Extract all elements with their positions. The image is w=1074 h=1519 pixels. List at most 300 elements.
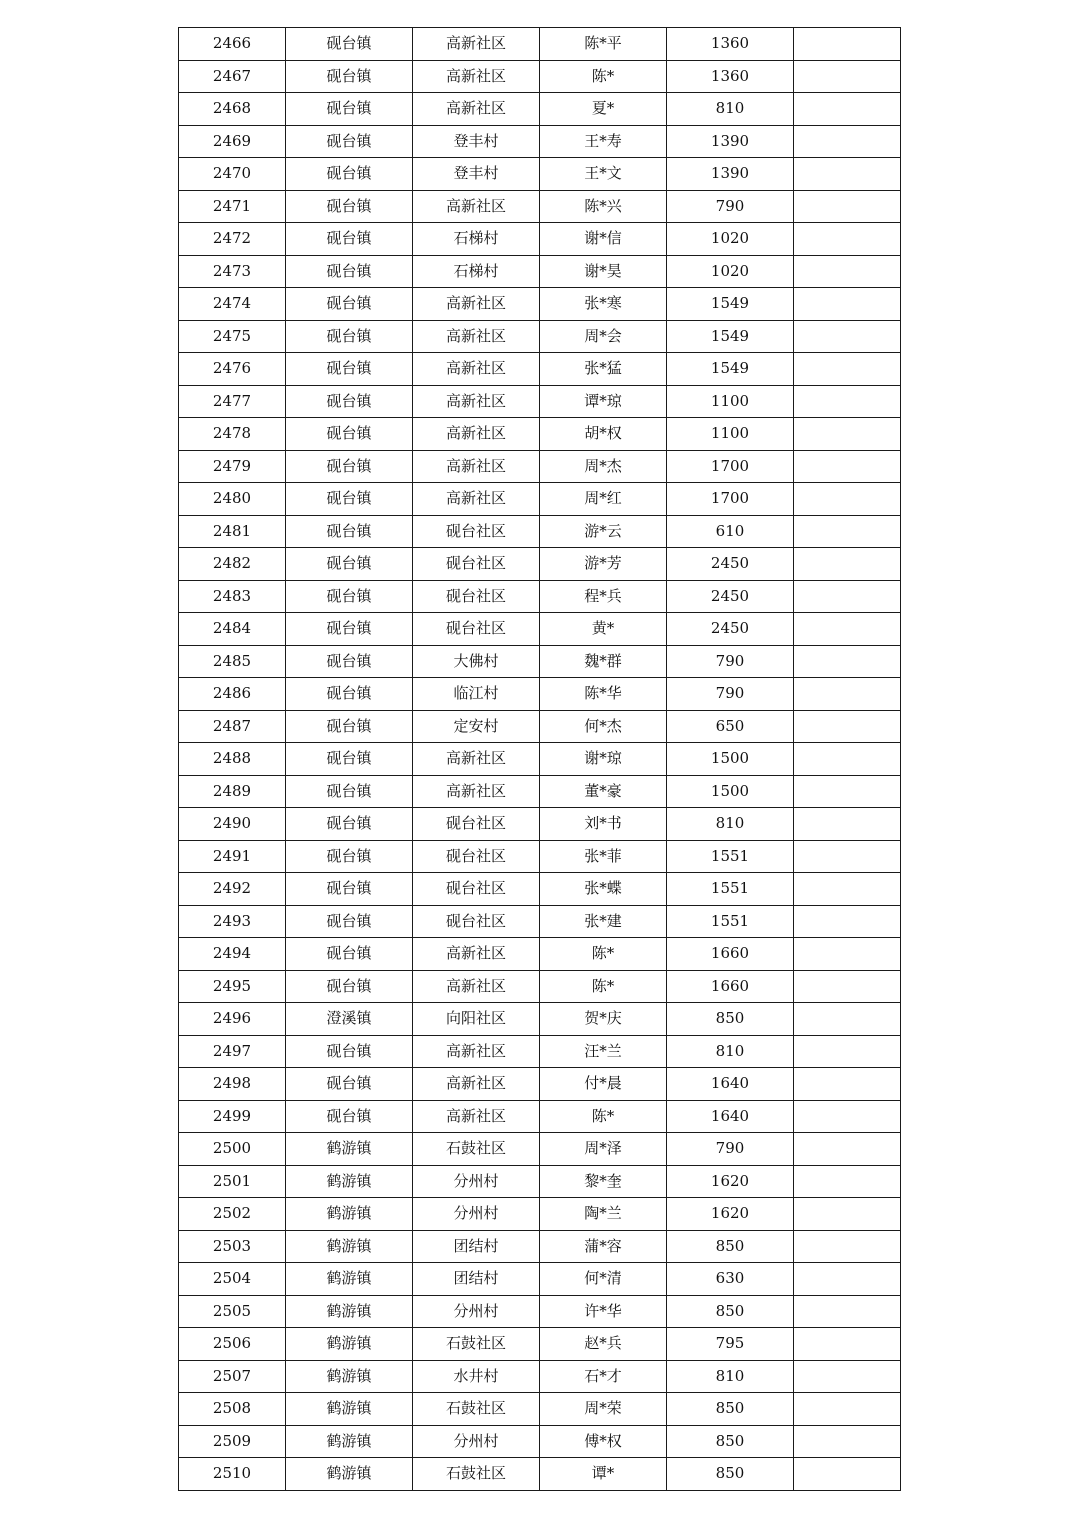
cell-township: 砚台镇 bbox=[286, 873, 413, 906]
cell-township: 鹤游镇 bbox=[286, 1295, 413, 1328]
table-row bbox=[179, 1425, 901, 1458]
cell-amount: 1700 bbox=[667, 450, 794, 483]
cell-name: 陈*平 bbox=[540, 28, 667, 61]
cell-name: 周*泽 bbox=[540, 1133, 667, 1166]
cell-name: 谢*信 bbox=[540, 223, 667, 256]
cell-serial-number: 2487 bbox=[179, 710, 286, 743]
cell-township: 鹤游镇 bbox=[286, 1230, 413, 1263]
cell-serial-number: 2510 bbox=[179, 1458, 286, 1491]
cell-amount: 1551 bbox=[667, 840, 794, 873]
cell-serial-number: 2486 bbox=[179, 678, 286, 711]
cell-serial-number: 2484 bbox=[179, 613, 286, 646]
cell-village: 大佛村 bbox=[413, 645, 540, 678]
cell-remark bbox=[794, 93, 901, 126]
cell-village: 分州村 bbox=[413, 1198, 540, 1231]
cell-village: 石鼓社区 bbox=[413, 1133, 540, 1166]
cell-village: 高新社区 bbox=[413, 320, 540, 353]
cell-name: 何*杰 bbox=[540, 710, 667, 743]
cell-name: 张*菲 bbox=[540, 840, 667, 873]
cell-village: 砚台社区 bbox=[413, 905, 540, 938]
cell-amount: 1660 bbox=[667, 938, 794, 971]
cell-village: 高新社区 bbox=[413, 60, 540, 93]
cell-name: 黄* bbox=[540, 613, 667, 646]
table-row bbox=[179, 28, 901, 61]
table-row bbox=[179, 1263, 901, 1296]
cell-village: 分州村 bbox=[413, 1165, 540, 1198]
cell-name: 付*晨 bbox=[540, 1068, 667, 1101]
cell-serial-number: 2485 bbox=[179, 645, 286, 678]
cell-amount: 1660 bbox=[667, 970, 794, 1003]
cell-remark bbox=[794, 1328, 901, 1361]
cell-remark bbox=[794, 60, 901, 93]
cell-remark bbox=[794, 1425, 901, 1458]
cell-township: 砚台镇 bbox=[286, 710, 413, 743]
cell-serial-number: 2493 bbox=[179, 905, 286, 938]
cell-village: 水井村 bbox=[413, 1360, 540, 1393]
cell-remark bbox=[794, 775, 901, 808]
cell-serial-number: 2471 bbox=[179, 190, 286, 223]
cell-amount: 810 bbox=[667, 1360, 794, 1393]
table-row bbox=[179, 1003, 901, 1036]
cell-name: 谢*琼 bbox=[540, 743, 667, 776]
table-row bbox=[179, 1133, 901, 1166]
cell-amount: 2450 bbox=[667, 548, 794, 581]
cell-name: 王*寿 bbox=[540, 125, 667, 158]
cell-remark bbox=[794, 613, 901, 646]
table-row bbox=[179, 1458, 901, 1491]
cell-serial-number: 2483 bbox=[179, 580, 286, 613]
table-row bbox=[179, 1360, 901, 1393]
cell-amount: 1551 bbox=[667, 905, 794, 938]
cell-remark bbox=[794, 1230, 901, 1263]
cell-village: 高新社区 bbox=[413, 190, 540, 223]
cell-amount: 795 bbox=[667, 1328, 794, 1361]
cell-remark bbox=[794, 1003, 901, 1036]
cell-village: 高新社区 bbox=[413, 385, 540, 418]
cell-remark bbox=[794, 1035, 901, 1068]
cell-remark bbox=[794, 190, 901, 223]
cell-name: 张*蝶 bbox=[540, 873, 667, 906]
table-row bbox=[179, 840, 901, 873]
cell-amount: 790 bbox=[667, 678, 794, 711]
cell-remark bbox=[794, 1458, 901, 1491]
cell-remark bbox=[794, 905, 901, 938]
cell-township: 鹤游镇 bbox=[286, 1198, 413, 1231]
cell-serial-number: 2497 bbox=[179, 1035, 286, 1068]
cell-serial-number: 2472 bbox=[179, 223, 286, 256]
cell-township: 砚台镇 bbox=[286, 158, 413, 191]
cell-amount: 850 bbox=[667, 1458, 794, 1491]
cell-serial-number: 2498 bbox=[179, 1068, 286, 1101]
cell-name: 周*荣 bbox=[540, 1393, 667, 1426]
cell-name: 赵*兵 bbox=[540, 1328, 667, 1361]
cell-serial-number: 2488 bbox=[179, 743, 286, 776]
cell-village: 砚台社区 bbox=[413, 808, 540, 841]
cell-village: 石鼓社区 bbox=[413, 1328, 540, 1361]
cell-serial-number: 2475 bbox=[179, 320, 286, 353]
cell-amount: 2450 bbox=[667, 613, 794, 646]
cell-remark bbox=[794, 710, 901, 743]
table-row bbox=[179, 1165, 901, 1198]
cell-amount: 1390 bbox=[667, 125, 794, 158]
cell-village: 高新社区 bbox=[413, 483, 540, 516]
table-row bbox=[179, 1035, 901, 1068]
cell-amount: 1549 bbox=[667, 288, 794, 321]
cell-amount: 790 bbox=[667, 1133, 794, 1166]
table-row bbox=[179, 418, 901, 451]
table-row bbox=[179, 905, 901, 938]
table-row bbox=[179, 970, 901, 1003]
cell-amount: 610 bbox=[667, 515, 794, 548]
cell-serial-number: 2504 bbox=[179, 1263, 286, 1296]
cell-remark bbox=[794, 255, 901, 288]
cell-township: 鹤游镇 bbox=[286, 1263, 413, 1296]
cell-amount: 850 bbox=[667, 1230, 794, 1263]
cell-name: 周*会 bbox=[540, 320, 667, 353]
cell-name: 陈*华 bbox=[540, 678, 667, 711]
cell-serial-number: 2496 bbox=[179, 1003, 286, 1036]
cell-village: 石梯村 bbox=[413, 255, 540, 288]
cell-township: 鹤游镇 bbox=[286, 1328, 413, 1361]
cell-remark bbox=[794, 1100, 901, 1133]
cell-remark bbox=[794, 450, 901, 483]
cell-amount: 810 bbox=[667, 808, 794, 841]
cell-name: 陶*兰 bbox=[540, 1198, 667, 1231]
roster-table-body bbox=[179, 28, 901, 1491]
cell-serial-number: 2505 bbox=[179, 1295, 286, 1328]
table-row bbox=[179, 548, 901, 581]
cell-township: 澄溪镇 bbox=[286, 1003, 413, 1036]
cell-township: 砚台镇 bbox=[286, 808, 413, 841]
cell-township: 砚台镇 bbox=[286, 93, 413, 126]
cell-serial-number: 2473 bbox=[179, 255, 286, 288]
cell-amount: 1620 bbox=[667, 1165, 794, 1198]
cell-name: 谭* bbox=[540, 1458, 667, 1491]
cell-serial-number: 2492 bbox=[179, 873, 286, 906]
cell-serial-number: 2490 bbox=[179, 808, 286, 841]
table-row bbox=[179, 1100, 901, 1133]
cell-township: 砚台镇 bbox=[286, 515, 413, 548]
cell-township: 砚台镇 bbox=[286, 613, 413, 646]
cell-name: 陈* bbox=[540, 938, 667, 971]
cell-serial-number: 2467 bbox=[179, 60, 286, 93]
cell-township: 砚台镇 bbox=[286, 645, 413, 678]
cell-village: 砚台社区 bbox=[413, 840, 540, 873]
cell-name: 贺*庆 bbox=[540, 1003, 667, 1036]
cell-serial-number: 2506 bbox=[179, 1328, 286, 1361]
cell-amount: 630 bbox=[667, 1263, 794, 1296]
cell-remark bbox=[794, 483, 901, 516]
cell-township: 砚台镇 bbox=[286, 743, 413, 776]
cell-remark bbox=[794, 970, 901, 1003]
cell-village: 向阳社区 bbox=[413, 1003, 540, 1036]
cell-remark bbox=[794, 1393, 901, 1426]
cell-village: 定安村 bbox=[413, 710, 540, 743]
table-row bbox=[179, 1295, 901, 1328]
cell-name: 游*芳 bbox=[540, 548, 667, 581]
cell-name: 谭*琼 bbox=[540, 385, 667, 418]
cell-name: 胡*权 bbox=[540, 418, 667, 451]
cell-remark bbox=[794, 158, 901, 191]
cell-name: 游*云 bbox=[540, 515, 667, 548]
cell-serial-number: 2489 bbox=[179, 775, 286, 808]
cell-township: 砚台镇 bbox=[286, 905, 413, 938]
cell-serial-number: 2476 bbox=[179, 353, 286, 386]
cell-name: 程*兵 bbox=[540, 580, 667, 613]
table-row bbox=[179, 60, 901, 93]
cell-remark bbox=[794, 840, 901, 873]
cell-name: 黎*奎 bbox=[540, 1165, 667, 1198]
table-row bbox=[179, 613, 901, 646]
cell-amount: 1360 bbox=[667, 28, 794, 61]
cell-serial-number: 2466 bbox=[179, 28, 286, 61]
cell-amount: 1360 bbox=[667, 60, 794, 93]
cell-remark bbox=[794, 1133, 901, 1166]
cell-village: 高新社区 bbox=[413, 743, 540, 776]
cell-village: 石梯村 bbox=[413, 223, 540, 256]
cell-remark bbox=[794, 320, 901, 353]
cell-amount: 790 bbox=[667, 645, 794, 678]
cell-village: 砚台社区 bbox=[413, 873, 540, 906]
cell-remark bbox=[794, 873, 901, 906]
cell-serial-number: 2470 bbox=[179, 158, 286, 191]
cell-serial-number: 2479 bbox=[179, 450, 286, 483]
cell-serial-number: 2474 bbox=[179, 288, 286, 321]
roster-table bbox=[178, 27, 901, 1491]
cell-village: 石鼓社区 bbox=[413, 1458, 540, 1491]
cell-village: 登丰村 bbox=[413, 158, 540, 191]
cell-serial-number: 2477 bbox=[179, 385, 286, 418]
cell-amount: 850 bbox=[667, 1295, 794, 1328]
cell-township: 砚台镇 bbox=[286, 353, 413, 386]
table-row bbox=[179, 320, 901, 353]
cell-name: 董*豪 bbox=[540, 775, 667, 808]
cell-remark bbox=[794, 938, 901, 971]
cell-village: 高新社区 bbox=[413, 28, 540, 61]
table-row bbox=[179, 450, 901, 483]
table-row bbox=[179, 808, 901, 841]
cell-village: 分州村 bbox=[413, 1425, 540, 1458]
table-row bbox=[179, 190, 901, 223]
cell-remark bbox=[794, 125, 901, 158]
cell-amount: 1640 bbox=[667, 1068, 794, 1101]
cell-amount: 2450 bbox=[667, 580, 794, 613]
cell-serial-number: 2499 bbox=[179, 1100, 286, 1133]
cell-amount: 850 bbox=[667, 1425, 794, 1458]
cell-remark bbox=[794, 1263, 901, 1296]
cell-remark bbox=[794, 28, 901, 61]
table-row bbox=[179, 710, 901, 743]
table-row bbox=[179, 515, 901, 548]
cell-village: 团结村 bbox=[413, 1230, 540, 1263]
cell-remark bbox=[794, 288, 901, 321]
cell-serial-number: 2507 bbox=[179, 1360, 286, 1393]
cell-township: 砚台镇 bbox=[286, 385, 413, 418]
cell-township: 砚台镇 bbox=[286, 775, 413, 808]
cell-name: 陈* bbox=[540, 970, 667, 1003]
cell-name: 张*寒 bbox=[540, 288, 667, 321]
cell-township: 砚台镇 bbox=[286, 970, 413, 1003]
table-row bbox=[179, 873, 901, 906]
cell-amount: 1500 bbox=[667, 775, 794, 808]
cell-village: 高新社区 bbox=[413, 353, 540, 386]
cell-remark bbox=[794, 580, 901, 613]
table-row bbox=[179, 353, 901, 386]
cell-village: 砚台社区 bbox=[413, 515, 540, 548]
cell-village: 高新社区 bbox=[413, 450, 540, 483]
cell-remark bbox=[794, 1295, 901, 1328]
table-row bbox=[179, 743, 901, 776]
cell-village: 砚台社区 bbox=[413, 580, 540, 613]
cell-township: 鹤游镇 bbox=[286, 1360, 413, 1393]
cell-name: 谢*昊 bbox=[540, 255, 667, 288]
cell-amount: 1500 bbox=[667, 743, 794, 776]
table-row bbox=[179, 483, 901, 516]
cell-name: 周*杰 bbox=[540, 450, 667, 483]
table-row bbox=[179, 255, 901, 288]
cell-township: 鹤游镇 bbox=[286, 1425, 413, 1458]
cell-name: 魏*群 bbox=[540, 645, 667, 678]
cell-township: 砚台镇 bbox=[286, 288, 413, 321]
cell-village: 高新社区 bbox=[413, 1068, 540, 1101]
cell-village: 团结村 bbox=[413, 1263, 540, 1296]
cell-amount: 1100 bbox=[667, 385, 794, 418]
cell-name: 刘*书 bbox=[540, 808, 667, 841]
cell-serial-number: 2491 bbox=[179, 840, 286, 873]
cell-township: 砚台镇 bbox=[286, 223, 413, 256]
table-row bbox=[179, 1230, 901, 1263]
cell-serial-number: 2481 bbox=[179, 515, 286, 548]
table-row bbox=[179, 1198, 901, 1231]
cell-serial-number: 2508 bbox=[179, 1393, 286, 1426]
cell-amount: 850 bbox=[667, 1003, 794, 1036]
cell-remark bbox=[794, 1360, 901, 1393]
cell-remark bbox=[794, 1068, 901, 1101]
cell-village: 登丰村 bbox=[413, 125, 540, 158]
table-row bbox=[179, 1393, 901, 1426]
table-row bbox=[179, 580, 901, 613]
cell-remark bbox=[794, 548, 901, 581]
cell-township: 砚台镇 bbox=[286, 1068, 413, 1101]
cell-village: 临江村 bbox=[413, 678, 540, 711]
cell-township: 鹤游镇 bbox=[286, 1458, 413, 1491]
cell-amount: 810 bbox=[667, 93, 794, 126]
cell-amount: 1100 bbox=[667, 418, 794, 451]
cell-amount: 650 bbox=[667, 710, 794, 743]
cell-village: 高新社区 bbox=[413, 938, 540, 971]
cell-remark bbox=[794, 808, 901, 841]
cell-village: 高新社区 bbox=[413, 418, 540, 451]
cell-township: 砚台镇 bbox=[286, 60, 413, 93]
cell-township: 鹤游镇 bbox=[286, 1393, 413, 1426]
cell-name: 张*猛 bbox=[540, 353, 667, 386]
cell-name: 蒲*容 bbox=[540, 1230, 667, 1263]
table-row bbox=[179, 125, 901, 158]
cell-township: 砚台镇 bbox=[286, 255, 413, 288]
cell-amount: 790 bbox=[667, 190, 794, 223]
table-row bbox=[179, 288, 901, 321]
cell-remark bbox=[794, 1165, 901, 1198]
cell-township: 砚台镇 bbox=[286, 190, 413, 223]
cell-amount: 1390 bbox=[667, 158, 794, 191]
roster-sheet bbox=[178, 27, 894, 1491]
cell-serial-number: 2478 bbox=[179, 418, 286, 451]
table-row bbox=[179, 775, 901, 808]
cell-serial-number: 2480 bbox=[179, 483, 286, 516]
cell-amount: 1700 bbox=[667, 483, 794, 516]
table-row bbox=[179, 93, 901, 126]
cell-township: 砚台镇 bbox=[286, 840, 413, 873]
cell-village: 砚台社区 bbox=[413, 613, 540, 646]
cell-township: 砚台镇 bbox=[286, 320, 413, 353]
cell-remark bbox=[794, 1198, 901, 1231]
cell-remark bbox=[794, 418, 901, 451]
cell-township: 砚台镇 bbox=[286, 28, 413, 61]
cell-serial-number: 2494 bbox=[179, 938, 286, 971]
cell-remark bbox=[794, 645, 901, 678]
cell-remark bbox=[794, 223, 901, 256]
table-row bbox=[179, 678, 901, 711]
cell-amount: 1640 bbox=[667, 1100, 794, 1133]
cell-remark bbox=[794, 743, 901, 776]
cell-township: 砚台镇 bbox=[286, 418, 413, 451]
cell-township: 砚台镇 bbox=[286, 450, 413, 483]
cell-name: 周*红 bbox=[540, 483, 667, 516]
cell-village: 高新社区 bbox=[413, 970, 540, 1003]
cell-name: 陈*兴 bbox=[540, 190, 667, 223]
cell-township: 砚台镇 bbox=[286, 483, 413, 516]
cell-amount: 1551 bbox=[667, 873, 794, 906]
cell-village: 高新社区 bbox=[413, 93, 540, 126]
cell-township: 砚台镇 bbox=[286, 125, 413, 158]
cell-township: 砚台镇 bbox=[286, 548, 413, 581]
cell-name: 王*文 bbox=[540, 158, 667, 191]
cell-village: 高新社区 bbox=[413, 1035, 540, 1068]
cell-amount: 1620 bbox=[667, 1198, 794, 1231]
cell-name: 傅*权 bbox=[540, 1425, 667, 1458]
cell-name: 许*华 bbox=[540, 1295, 667, 1328]
cell-village: 砚台社区 bbox=[413, 548, 540, 581]
cell-village: 分州村 bbox=[413, 1295, 540, 1328]
cell-serial-number: 2482 bbox=[179, 548, 286, 581]
table-row bbox=[179, 1068, 901, 1101]
cell-name: 汪*兰 bbox=[540, 1035, 667, 1068]
table-row bbox=[179, 938, 901, 971]
table-row bbox=[179, 385, 901, 418]
cell-serial-number: 2469 bbox=[179, 125, 286, 158]
table-row bbox=[179, 158, 901, 191]
cell-serial-number: 2501 bbox=[179, 1165, 286, 1198]
cell-remark bbox=[794, 353, 901, 386]
cell-amount: 1020 bbox=[667, 223, 794, 256]
cell-name: 陈* bbox=[540, 60, 667, 93]
cell-serial-number: 2495 bbox=[179, 970, 286, 1003]
cell-township: 鹤游镇 bbox=[286, 1133, 413, 1166]
cell-township: 砚台镇 bbox=[286, 1100, 413, 1133]
cell-remark bbox=[794, 385, 901, 418]
cell-amount: 1020 bbox=[667, 255, 794, 288]
cell-name: 何*清 bbox=[540, 1263, 667, 1296]
cell-township: 砚台镇 bbox=[286, 678, 413, 711]
cell-name: 张*建 bbox=[540, 905, 667, 938]
cell-serial-number: 2500 bbox=[179, 1133, 286, 1166]
cell-township: 砚台镇 bbox=[286, 938, 413, 971]
cell-village: 高新社区 bbox=[413, 288, 540, 321]
cell-village: 高新社区 bbox=[413, 775, 540, 808]
table-row bbox=[179, 223, 901, 256]
cell-remark bbox=[794, 515, 901, 548]
cell-township: 砚台镇 bbox=[286, 580, 413, 613]
